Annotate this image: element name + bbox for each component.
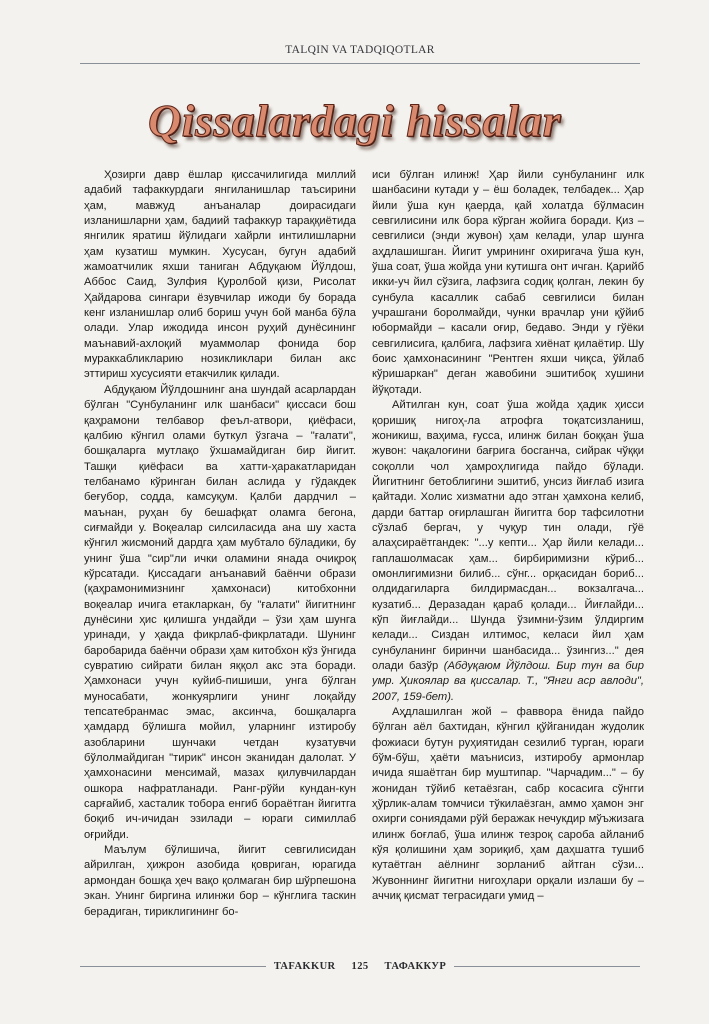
footer-label-right: ТАФАККУР [384,960,447,972]
page-footer [80,956,640,976]
citation: (Абдуқаюм Йўлдош. Бир тун ва бир умр. Ҳикоялар ва қиссалар. Т., "Янги аср авлоди", 2007, 159-бет). [372,660,644,703]
running-header: TALQIN VA TADQIQOTLAR [285,44,435,56]
header-rule [80,63,640,64]
paragraph: Маълум бўлишича, йигит севгилисидан айрилган, ҳижрон азобида қовриган, юрагида армондан бошқа ҳеч вақо қолмаган бир шўрпешона экан. Унинг биргина илинжи бор – кўнглига таскин берадиган, тириклигининг бо- [84,844,356,918]
left-column [84,168,356,948]
page-number: 125 [351,960,369,972]
paragraph: Абдуқаюм Йўлдошнинг ана шундай асарлардан бўлган "Сунбуланинг илк шанбаси" қиссаси бош қаҳрамони телбавор феъл-атвори, қиёфаси, қалбию кўнгил олами буткул ўзгача – "ғалати", бошқаларга мутлақо ўхшамайдиган бир йигит. Ташқи қиёфаси ва хатти-ҳаракатларидан телбанамо кўринган билан аслида у гўдакдек беғубор, содда, камсуқум. Қалби дардчил – маънан, руҳан бу бешафқат оламга бегона, сиғмайди у. Воқеалар силсиласида ана шу хаста кўнгил жисмоний дардга ҳам мубтало бўладики, бу унинг ўша "сир"ли ички оламини янада очиқроқ кўрсатади. Қиссадаги анъанавий баёнчи образи (қаҳрамонимизнинг ҳамхонаси) китобхонни воқеалар ичига етакларкан, бу "ғалати" йигитнинг дунёсини ҳис қилишга ундайди – ўзи ҳам шунга уринади, у ҳақда фикрлаб-фикрлатади. Шунинг баробарида баёнчи образи ҳам китобхон кўз ўнгида сувратию сийрати билан яққол акс эта боради. Ҳамхонаси учун куйиб-пишиши, унга бўлган муносабати, жонкуярлиги унинг лоқайду тепсатебранмас эмас, аксинча, бошқаларга ҳамдард бўлишга мойил, уларнинг изтиробу азобларини шунчаки четдан кузатувчи бўлолмайдиган "тирик" инсон эканидан далолат. У ҳамхонасини менсимай, мазах қилувчилардан ошкора нафратланади. Ранг-рўйи кундан-кун сарғайиб, хасталик тобора енгиб бораётган йигитга боқиб ич-ичидан эзилади – юраги симиллаб оғрийди. [84,383,356,841]
paragraph [372,398,644,705]
article-title: Qissalardagi hissalar [147,95,562,146]
right-column [372,168,644,948]
footer-rule-right [454,966,640,967]
footer-rule-left [80,966,266,967]
paragraph: Ҳозирги давр ёшлар қиссачилигида миллий адабий тафаккурдаги янгиланишлар таъсирини ҳам, мавжуд анъаналар доирасидаги изланишларни ҳам, бадиий тафаккур тараққиётида янгилик яратиш йўлидаги хайрли интилишларни ҳам кузатиш мумкин. Хусусан, бугун адабий жамоатчилик яхши таниган Абдуқаюм Йўлдош, Аббос Саид, Зулфия Қуролбой қизи, Рисолат Ҳайдарова сингари ёзувчилар ижоди бу борада кенг изланишлар олиб бориш учун бой манба бўла олади. Улар ижодида инсон руҳий дунёсининг маънавий-ахлоқий муаммолар фонида бор мураккабликларию нозикликлари билан акс эттириш хусусияти етакчилик қилади. [84,169,356,381]
footer-label-left: TAFAKKUR [273,960,336,972]
paragraph-text: Айтилган кун, соат ўша жойда ҳадик ҳисси қоришиқ нигоҳ-ла атрофга тоқатсизланиш, жоникиш, ваҳима, ғусса, илинж билан боққан ўша жувон: чақалоғини бағрига босганча, сийрак чўққи соқолли чол ҳамроҳлигида пайдо бўлади. Йигитнинг бетоблигини эшитиб, унсиз йиғлаб изига қайтади. Холис хизматни адо этган ҳамхона келиб, дарди баттар оғирлашган йигитга бор тафсилотни сўзлаб бергач, у чуқур тин олади, гўё алаҳсираётгандек: "...у кепти... Ҳар йили келади... гаплашолмасак ҳам... бирбиримизни кўриб... омонлигимизни билиб... сўнг... орқасидан бориб... олдидагиларга билдирмасдан... вокзалгача... кузатиб... Деразадан қараб қолади... Йиғлайди... кўп йиғлайди... Шунда ўзимни-ўзим ўлдиргим келади... Сиздан илтимос, келаси йил ҳам сунбуланинг биринчи шанбасида... ўзингиз..." дея олади базўр [372,399,644,672]
paragraph: Аҳдлашилган жой – фаввора ёнида пайдо бўлган аёл бахтидан, кўнгил қўйганидан жудолик фожиаси бутун руҳиятидан сезилиб турган, юраги бўм-бўш, ҳаёти маънисиз, изтиробу армонлар ичида яшаётган бир муштипар. "Чарчадим..." – бу жонидан тўйиб кетаёзган, сабр косасига сўнгги ҳўрлик-алам томчиси тўкилаёзган, аммо ҳамон энг охирги сониядами рўй беражак нечукдир мўъжизага илинж боғлаб, ўша илинж тезроқ сароба айланиб кўя қолишини ҳам зориқиб, ҳам даҳшатга тушиб кутаётган аёлнинг зорланиб айтган сўзи... Жувоннинг йигитни нигоҳлари орқали излаши бу – аччиқ қисмат теграсидаги умид – [372,706,644,903]
paragraph: иси бўлган илинж! Ҳар йили сунбуланинг илк шанбасини кутади у – ёш боладек, телбадек... Ҳар йили ўша кун қаерда, қай холатда бўлмасин севгилисини илк бора кўрган жойига боради. Қиз – севгилиси (энди жувон) ҳам келади, улар шунга аҳдлашишган. Йигит умрининг охиригача ўша кун, ўша соат, ўша жойда уни кутишга онт ичган. Қарийб икки-уч йил сўзига, лафзига содиқ қолган, лекин бу сунбула касаллик сабаб севгилиси билан учрашгани боролмайди, чунки врачлар уни қўйиб юбормайди – касали оғир, бедаво. Энди у гўёки севгилисига, қалбига, лафзига хиёнат қилаётир. Шу боис ҳамхонасининг "Рентген яхши чиқса, ўйлаб кўришаркан" деган жавобини эшитибоқ хушини йўқотади. [372,169,644,396]
article-body [84,168,644,948]
